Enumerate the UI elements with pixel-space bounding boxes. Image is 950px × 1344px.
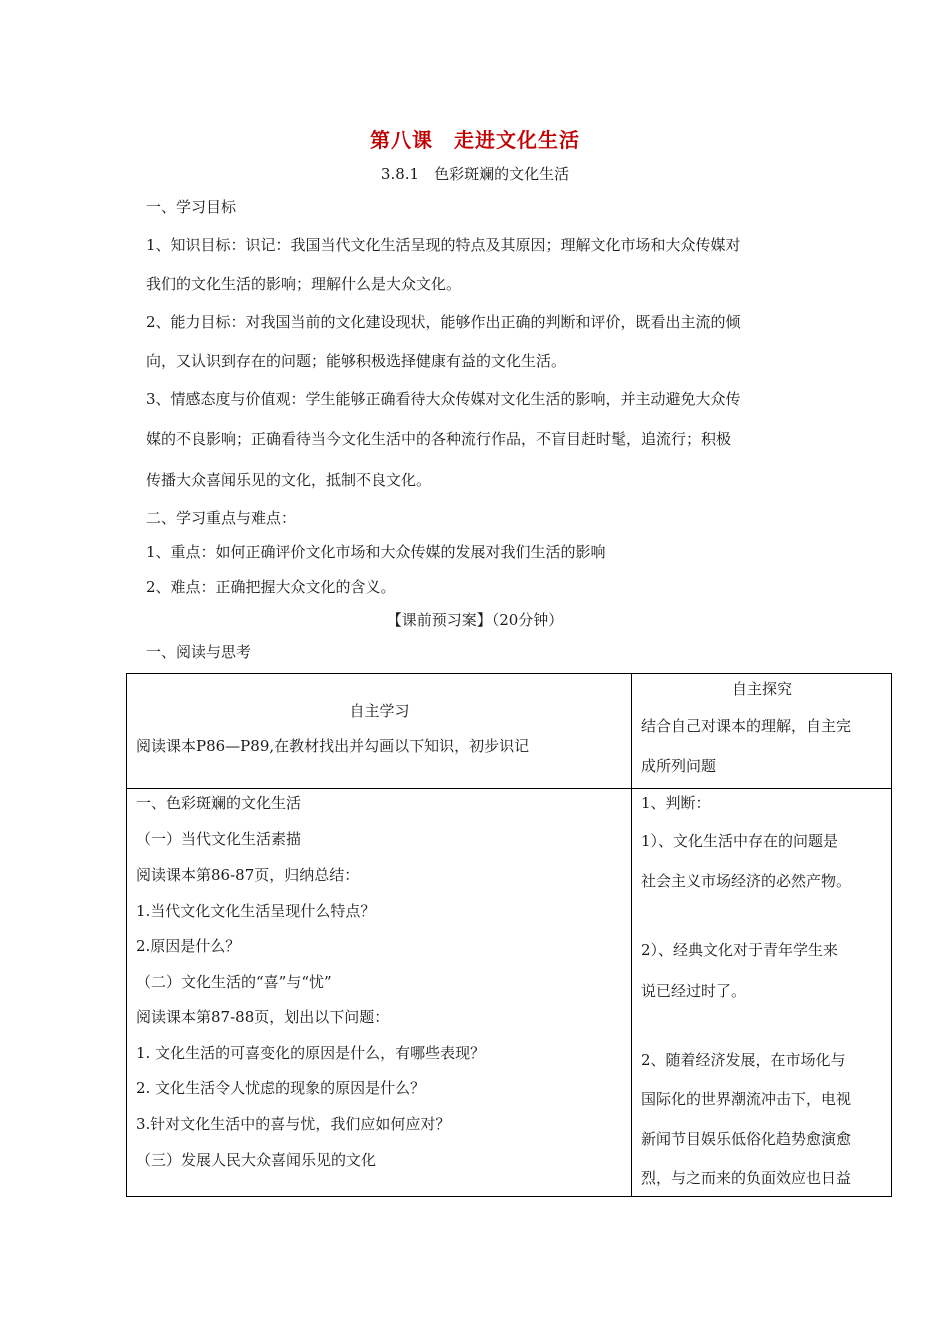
self-study-header-cell [127, 674, 632, 789]
list-item: 1.当代文化文化生活呈现什么特点？ [136, 902, 376, 920]
self-explore-instruction-line-2: 成所列问题 [641, 757, 717, 775]
list-item: 烈，与之而来的负面效应也日益 [641, 1169, 852, 1187]
goal-ability-line-2: 向，又认识到存在的问题；能够积极选择健康有益的文化生活。 [146, 352, 567, 370]
list-item: 新闻节目娱乐低俗化趋势愈演愈 [641, 1130, 852, 1148]
list-item: 3.针对文化生活中的喜与忧，我们应如何应对？ [136, 1115, 451, 1133]
goal-attitude-line-3: 传播大众喜闻乐见的文化，抵制不良文化。 [146, 471, 432, 489]
list-item: 说已经过时了。 [641, 982, 747, 1000]
list-item: 2.原因是什么？ [136, 937, 241, 955]
list-item: （一）当代文化生活素描 [136, 830, 302, 848]
list-item: 1. 文化生活的可喜变化的原因是什么，有哪些表现？ [136, 1044, 486, 1062]
self-study-title: 自主学习 [349, 702, 410, 720]
heading-learning-goals: 一、学习目标 [146, 198, 237, 216]
self-explore-body-cell [632, 789, 892, 1197]
list-item: 国际化的世界潮流冲击下，电视 [641, 1090, 852, 1108]
self-study-instruction: 阅读课本P86—P89,在教材找出并勾画以下知识，初步识记 [136, 737, 530, 755]
heading-key-points: 二、学习重点与难点： [146, 509, 297, 527]
self-explore-header-cell [632, 674, 892, 789]
list-item: 2、随着经济发展，在市场化与 [641, 1051, 846, 1069]
key-point: 1、重点：如何正确评价文化市场和大众传媒的发展对我们生活的影响 [146, 543, 606, 561]
goal-knowledge-line-1: 1、知识目标：识记：我国当代文化生活呈现的特点及其原因；理解文化市场和大众传媒对 [146, 236, 741, 254]
self-explore-instruction-line-1: 结合自己对课本的理解，自主完 [641, 717, 852, 735]
section-subtitle: 3.8.1 色彩斑斓的文化生活 [380, 165, 570, 183]
lesson-title: 第八课 走进文化生活 [370, 128, 580, 152]
self-study-body-cell [127, 789, 632, 1197]
list-item: 社会主义市场经济的必然产物。 [641, 872, 852, 890]
list-item: 1）、文化生活中存在的问题是 [641, 832, 839, 850]
goal-attitude-line-1: 3、情感态度与价值观：学生能够正确看待大众传媒对文化生活的影响，并主动避免大众传 [146, 390, 741, 408]
list-item: 1、判断： [641, 794, 711, 812]
list-item: 一、色彩斑斓的文化生活 [136, 794, 302, 812]
list-item: 阅读课本第87-88页，划出以下问题： [136, 1008, 390, 1026]
study-table [126, 673, 892, 1197]
list-item: （二）文化生活的“喜”与“忧” [136, 973, 332, 991]
goal-knowledge-line-2: 我们的文化生活的影响；理解什么是大众文化。 [146, 275, 462, 293]
difficult-point: 2、难点：正确把握大众文化的含义。 [146, 578, 396, 596]
list-item: 2. 文化生活令人忧虑的现象的原因是什么？ [136, 1079, 426, 1097]
heading-read-think: 一、阅读与思考 [146, 643, 252, 661]
list-item: 阅读课本第86-87页，归纳总结： [136, 866, 360, 884]
list-item: （三）发展人民大众喜闻乐见的文化 [136, 1151, 377, 1169]
self-explore-title: 自主探究 [731, 680, 792, 698]
goal-attitude-line-2: 媒的不良影响；正确看待当今文化生活中的各种流行作品，不盲目赶时髦，追流行；积极 [146, 430, 732, 448]
list-item: 2）、经典文化对于青年学生来 [641, 941, 839, 959]
goal-ability-line-1: 2、能力目标：对我国当前的文化建设现状，能够作出正确的判断和评价，既看出主流的倾 [146, 313, 741, 331]
preview-header: 【课前预习案】（20分钟） [386, 611, 564, 629]
